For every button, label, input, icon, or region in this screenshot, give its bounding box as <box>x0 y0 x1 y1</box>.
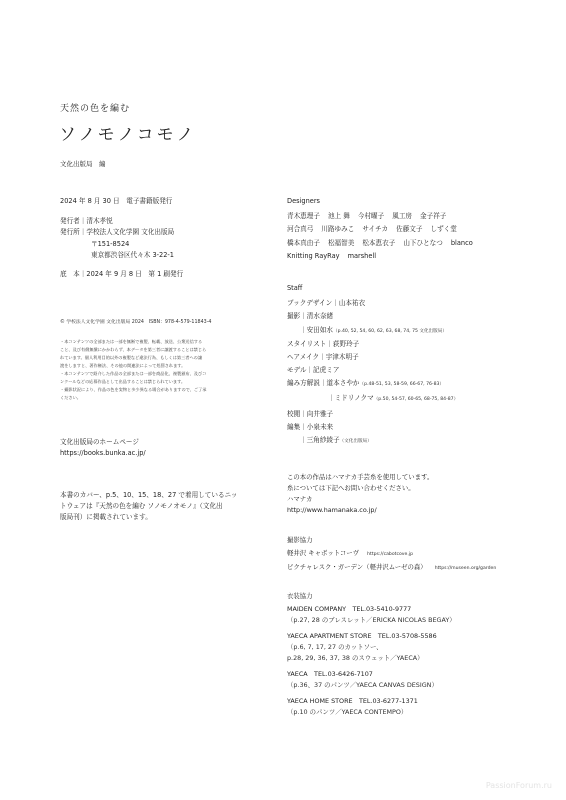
staff-line <box>287 325 458 337</box>
house-label: 発行所 <box>60 228 80 237</box>
staff-credit: モデル｜記虎ミア <box>287 366 340 375</box>
designer-name: サイチカ <box>362 225 389 234</box>
cover-note <box>60 490 237 524</box>
costume-item <box>287 631 456 664</box>
publisher-label: 発行者 <box>60 217 80 226</box>
address: 東京都渋谷区代々木 3-22-1 <box>91 250 174 259</box>
homepage-block <box>60 437 146 459</box>
staff-credit: ｜三角紗綾子 <box>300 436 340 445</box>
hamanaka-line: 糸については下記へお問い合わせください。 <box>287 484 415 492</box>
costume-item-note: p.28, 29, 36, 37, 38 のスウェット／YAECA） <box>287 654 424 662</box>
staff-credit: ヘアメイク｜宇津木明子 <box>287 353 359 362</box>
shoot-item <box>287 562 496 574</box>
costume-item-name: YAECA TEL.03-6426-7107 <box>287 670 373 678</box>
staff-credit: ｜ミドリノクマ <box>328 393 374 402</box>
book-title: ソノモノコモノ <box>59 125 197 145</box>
designer-name: しずく堂 <box>430 225 457 234</box>
staff-credit-note: （文化出版局） <box>339 439 372 445</box>
hamanaka-block <box>287 472 433 516</box>
print-label: 底 本 <box>60 270 80 279</box>
staff-credit: 編み方解説｜道本さやか <box>287 379 360 388</box>
designers-block <box>287 196 537 262</box>
shoot-item-name: ピクチャレスク・ガーデン（軽井沢ムーゼの森） <box>287 563 427 571</box>
designer-name: 松本恵衣子 <box>362 238 396 247</box>
staff-credit: 校閲｜向井雅子 <box>287 409 334 418</box>
staff-line <box>287 298 458 309</box>
homepage-link[interactable]: https://books.bunka.ac.jp/ <box>60 449 146 458</box>
designer-name: blanco <box>450 238 473 247</box>
note-line: ・本コンテンツの全部または一部を無断で複製、転載、放送、公衆送信する <box>60 339 203 344</box>
shoot-item <box>287 548 496 560</box>
costume-item-note: （p.36、37 のパンツ／YAECA CANVAS DESIGN） <box>287 681 438 689</box>
edition-date: 2024 年 8 月 30 日 電子書籍版発行 <box>60 197 173 205</box>
print-row: 底 本 ｜ 2024 年 9 月 8 日 第 1 刷発行 <box>60 269 183 280</box>
designer-name: 風工房 <box>392 212 413 221</box>
designer-name: 青木恵理子 <box>287 212 320 221</box>
designer-name: 松福智美 <box>327 238 355 247</box>
costume-item <box>287 669 456 691</box>
note-line: ・撮影状況により、作品の色を実物と多少異なる場合がありますので、ご了承 <box>60 387 207 392</box>
costume-item-note: （p.10 のパンツ／YAECA CONTEMPO） <box>287 708 408 716</box>
shoot-heading: 撮影協力 <box>287 536 313 544</box>
staff-block <box>287 283 458 447</box>
staff-line <box>287 365 458 376</box>
note-line: れています。個人利用目的以外の複製など違法行為、もしくは第三者への譲 <box>60 355 203 360</box>
note-line: ください。 <box>60 395 81 400</box>
editor-credit: 文化出版局 編 <box>60 160 106 168</box>
costume-heading: 衣装協力 <box>287 592 313 600</box>
note-line: ・本コンテンツで紹介した作品の全部または一部を商品化、複製頒布、及びコ <box>60 371 207 376</box>
print-date: 2024 年 9 月 8 日 第 1 刷発行 <box>86 270 184 279</box>
book-subtitle: 天然の色を編む <box>60 104 131 114</box>
staff-line <box>287 378 458 390</box>
watermark: PassionForum.ru <box>485 781 552 790</box>
staff-credit-note: （p.48-51, 53, 58-59, 66-67, 76-83） <box>359 382 445 388</box>
staff-credit-note: （p.50, 54-57, 60-65, 68-75, 84-87） <box>373 396 459 402</box>
staff-credit: ｜安田如水 <box>300 325 333 334</box>
staff-line <box>287 422 458 433</box>
designer-name: marshell <box>347 251 377 260</box>
designer-name: 金子祥子 <box>420 212 447 221</box>
cover-note-line: トウェアは『天然の色を編む ソノモノオモノ』（文化出 <box>60 502 223 511</box>
publisher-row: 発行者 ｜ 清木孝悦 <box>60 216 183 227</box>
staff-credit-note: （p.40, 52, 54, 60, 62, 63, 68, 74, 75 文化出版局） <box>332 328 447 334</box>
costume-item-note: （p.27, 28 のブレスレット／ERICKA NICOLAS BEGAY） <box>287 616 456 624</box>
copyright: © 学校法人文化学園 文化出版局 2024 ISBN：978-4-579-11843-4 <box>60 320 212 325</box>
house-row: 発行所 ｜ 学校法人文化学園 文化出版局 <box>60 227 183 238</box>
designer-name: 橋本真由子 <box>287 238 320 247</box>
house-name: 学校法人文化学園 文化出版局 <box>86 228 175 237</box>
publication-block <box>60 196 183 280</box>
designers-line <box>287 224 537 235</box>
costume-block <box>287 591 456 718</box>
cover-note-line: 本書のカバー、p.5、10、15、18、27 で着用しているニッ <box>60 491 238 499</box>
postal-code: 〒151-8524 <box>91 239 130 248</box>
publisher-name: 清木孝悦 <box>86 217 113 226</box>
shoot-item-url[interactable]: https://museen.org/garden <box>434 566 497 571</box>
costume-item <box>287 696 456 718</box>
staff-line <box>287 393 458 405</box>
shoot-item-name: 軽井沢 キャボットコーヴ <box>287 549 360 557</box>
designer-name: 川路ゆみこ <box>321 225 355 234</box>
designer-name: Knitting RayRay <box>287 251 340 260</box>
designers-heading: Designers <box>287 197 320 205</box>
note-line: こと、及び有償無償にかかわらず、本データを第三者に譲渡することは禁じら <box>60 347 207 352</box>
cover-note-line: 版局刊）に掲載されています。 <box>60 513 152 522</box>
costume-item-name: YAECA APARTMENT STORE TEL.03-5708-5586 <box>287 632 437 640</box>
legal-notes <box>60 338 206 402</box>
costume-item-name: MAIDEN COMPANY TEL.03-5410-9777 <box>287 605 412 613</box>
staff-heading: Staff <box>287 284 303 292</box>
hamanaka-line: この本の作品はハマナカ手芸糸を使用しています。 <box>287 473 434 481</box>
costume-item <box>287 604 456 626</box>
staff-line <box>287 352 458 363</box>
designer-name: 池上 舞 <box>327 212 350 221</box>
staff-credit: 撮影｜清水奈緒 <box>287 312 334 321</box>
hamanaka-name: ハマナカ <box>287 495 313 503</box>
designer-name: 河合真弓 <box>287 225 314 234</box>
costume-item-name: YAECA HOME STORE TEL.03-6277-1371 <box>287 697 418 705</box>
designer-name: 今村曜子 <box>357 212 385 221</box>
note-line: 渡をしますと、著作権法、その他の関連法によって処罰されます。 <box>60 363 186 368</box>
staff-credit: 編集｜小泉未来 <box>287 423 334 432</box>
shoot-item-url[interactable]: https://cabotcove.jp <box>367 552 413 557</box>
designer-name: 山下ひとなつ <box>403 238 443 247</box>
designer-name: 佐藤文子 <box>396 225 423 234</box>
designers-line <box>287 251 537 262</box>
shoot-block <box>287 535 496 574</box>
note-line: ンクールなどの応募作品として出品することは禁じられています。 <box>60 379 186 384</box>
homepage-label: 文化出版局のホームページ <box>60 438 139 446</box>
staff-credit: スタイリスト｜荻野玲子 <box>287 339 360 348</box>
hamanaka-link[interactable]: http://www.hamanaka.co.jp/ <box>287 506 377 514</box>
staff-credit: ブックデザイン｜山本祐衣 <box>287 299 366 308</box>
costume-item-note: （p.6, 7, 17, 27 のカットソー、 <box>287 643 383 651</box>
staff-line <box>287 409 458 420</box>
staff-line <box>287 435 458 447</box>
designers-line <box>287 211 537 222</box>
staff-line <box>287 311 458 322</box>
staff-line <box>287 339 458 350</box>
designers-line <box>287 238 537 249</box>
